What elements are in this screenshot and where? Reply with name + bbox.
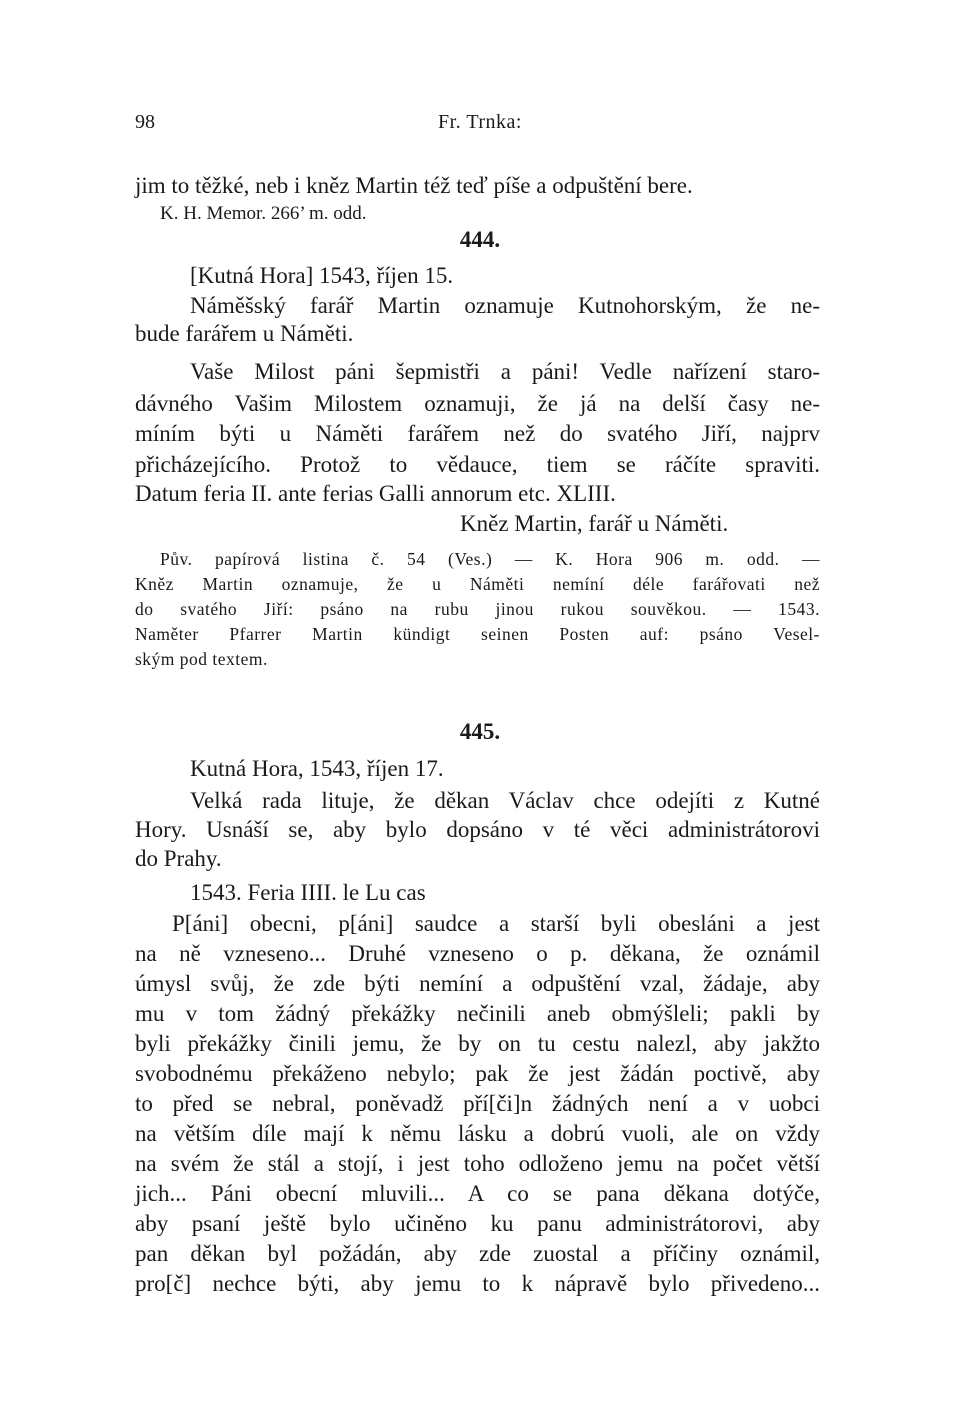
- text-line: Hory. Usnáší se, aby bylo dopsáno v té věci administrátorovi: [135, 817, 820, 842]
- entry-number-444: 444.: [459, 227, 501, 252]
- note-line: ským pod textem.: [135, 649, 268, 669]
- text-line: P[áni] obecni, p[áni] saudce a starší byli obesláni a jest: [172, 911, 820, 936]
- entry-heading-place-date: [Kutná Hora] 1543, říjen 15.: [190, 263, 454, 288]
- citation-line: K. H. Memor. 266’ m. odd.: [160, 203, 367, 224]
- text-line: úmysl svůj, že zde býti nemíní a odpuštění vzal, žádaje, aby: [135, 971, 820, 996]
- note-line: Pův. papírová listina č. 54 (Ves.) — K. Hora 906 m. odd. —: [160, 549, 820, 569]
- running-title: Fr. Trnka:: [438, 111, 522, 133]
- text-line: 1543. Feria IIII. le Lu cas: [190, 880, 426, 905]
- text-line: Velká rada lituje, že děkan Václav chce odejíti z Kutné: [190, 788, 820, 813]
- text-line: dávného Vašim Milostem oznamuji, že já na delší časy ne-: [135, 391, 820, 416]
- text-line: jich... Páni obecní mluvili... A co se pana děkana dotýče,: [135, 1181, 820, 1206]
- text-line: přicházejícího. Protož to vědauce, tiem se ráčíte spraviti.: [135, 452, 820, 477]
- text-line: Datum feria II. ante ferias Galli annorum etc. XLIII.: [135, 481, 616, 506]
- text-line: aby psaní ještě bylo učiněno ku panu administrátorovi, aby: [135, 1211, 820, 1236]
- text-line: na větším díle mají k němu lásku a dobrú vuoli, ale on vždy: [135, 1121, 820, 1146]
- text-line: to před se nebral, poněvadž pří[či]n žádných není a v uobci: [135, 1091, 820, 1116]
- text-line: pro[č] nechce býti, aby jemu to k nápravě bylo přivedeno...: [135, 1271, 820, 1296]
- text-line: bude farářem u Náměti.: [135, 321, 354, 346]
- text-line: svobodnému překáženo nebylo; pak že jest žádán poctivě, aby: [135, 1061, 820, 1086]
- text-line: jim to těžké, neb i kněz Martin též teď píše a odpuštění bere.: [135, 173, 693, 198]
- entry-number-445: 445.: [459, 719, 501, 744]
- note-line: Kněz Martin oznamuje, že u Náměti nemíní déle farářovati než: [135, 574, 820, 594]
- note-line: Naměter Pfarrer Martin kündigt seinen Posten auf: psáno Vesel-: [135, 624, 820, 644]
- text-line: míním býti u Náměti farářem než do svatého Jiří, najprv: [135, 421, 820, 446]
- text-line: pan děkan byl požádán, aby zde zuostal a příčiny oznámil,: [135, 1241, 820, 1266]
- text-line: na ně vzneseno... Druhé vzneseno o p. děkana, že oznámil: [135, 941, 820, 966]
- note-line: do svatého Jiří: psáno na rubu jinou rukou souvěkou. — 1543.: [135, 599, 820, 619]
- page-number: 98: [135, 111, 155, 133]
- text-line: na svém že stál a stojí, i jest toho odloženo jemu na počet větší: [135, 1151, 820, 1176]
- signature-line: Kněz Martin, farář u Náměti.: [460, 511, 729, 536]
- text-line: Vaše Milost páni šepmistři a páni! Vedle nařízení staro-: [190, 359, 820, 384]
- text-line: mu v tom žádný překážky nečinili aneb obmýšleli; pakli by: [135, 1001, 820, 1026]
- entry-heading-place-date: Kutná Hora, 1543, říjen 17.: [190, 756, 444, 781]
- text-line: do Prahy.: [135, 846, 222, 871]
- text-line: byli překážky činili jemu, že by on tu cestu nalezl, aby jakžto: [135, 1031, 820, 1056]
- text-line: Náměšský farář Martin oznamuje Kutnohorským, že ne-: [190, 293, 820, 318]
